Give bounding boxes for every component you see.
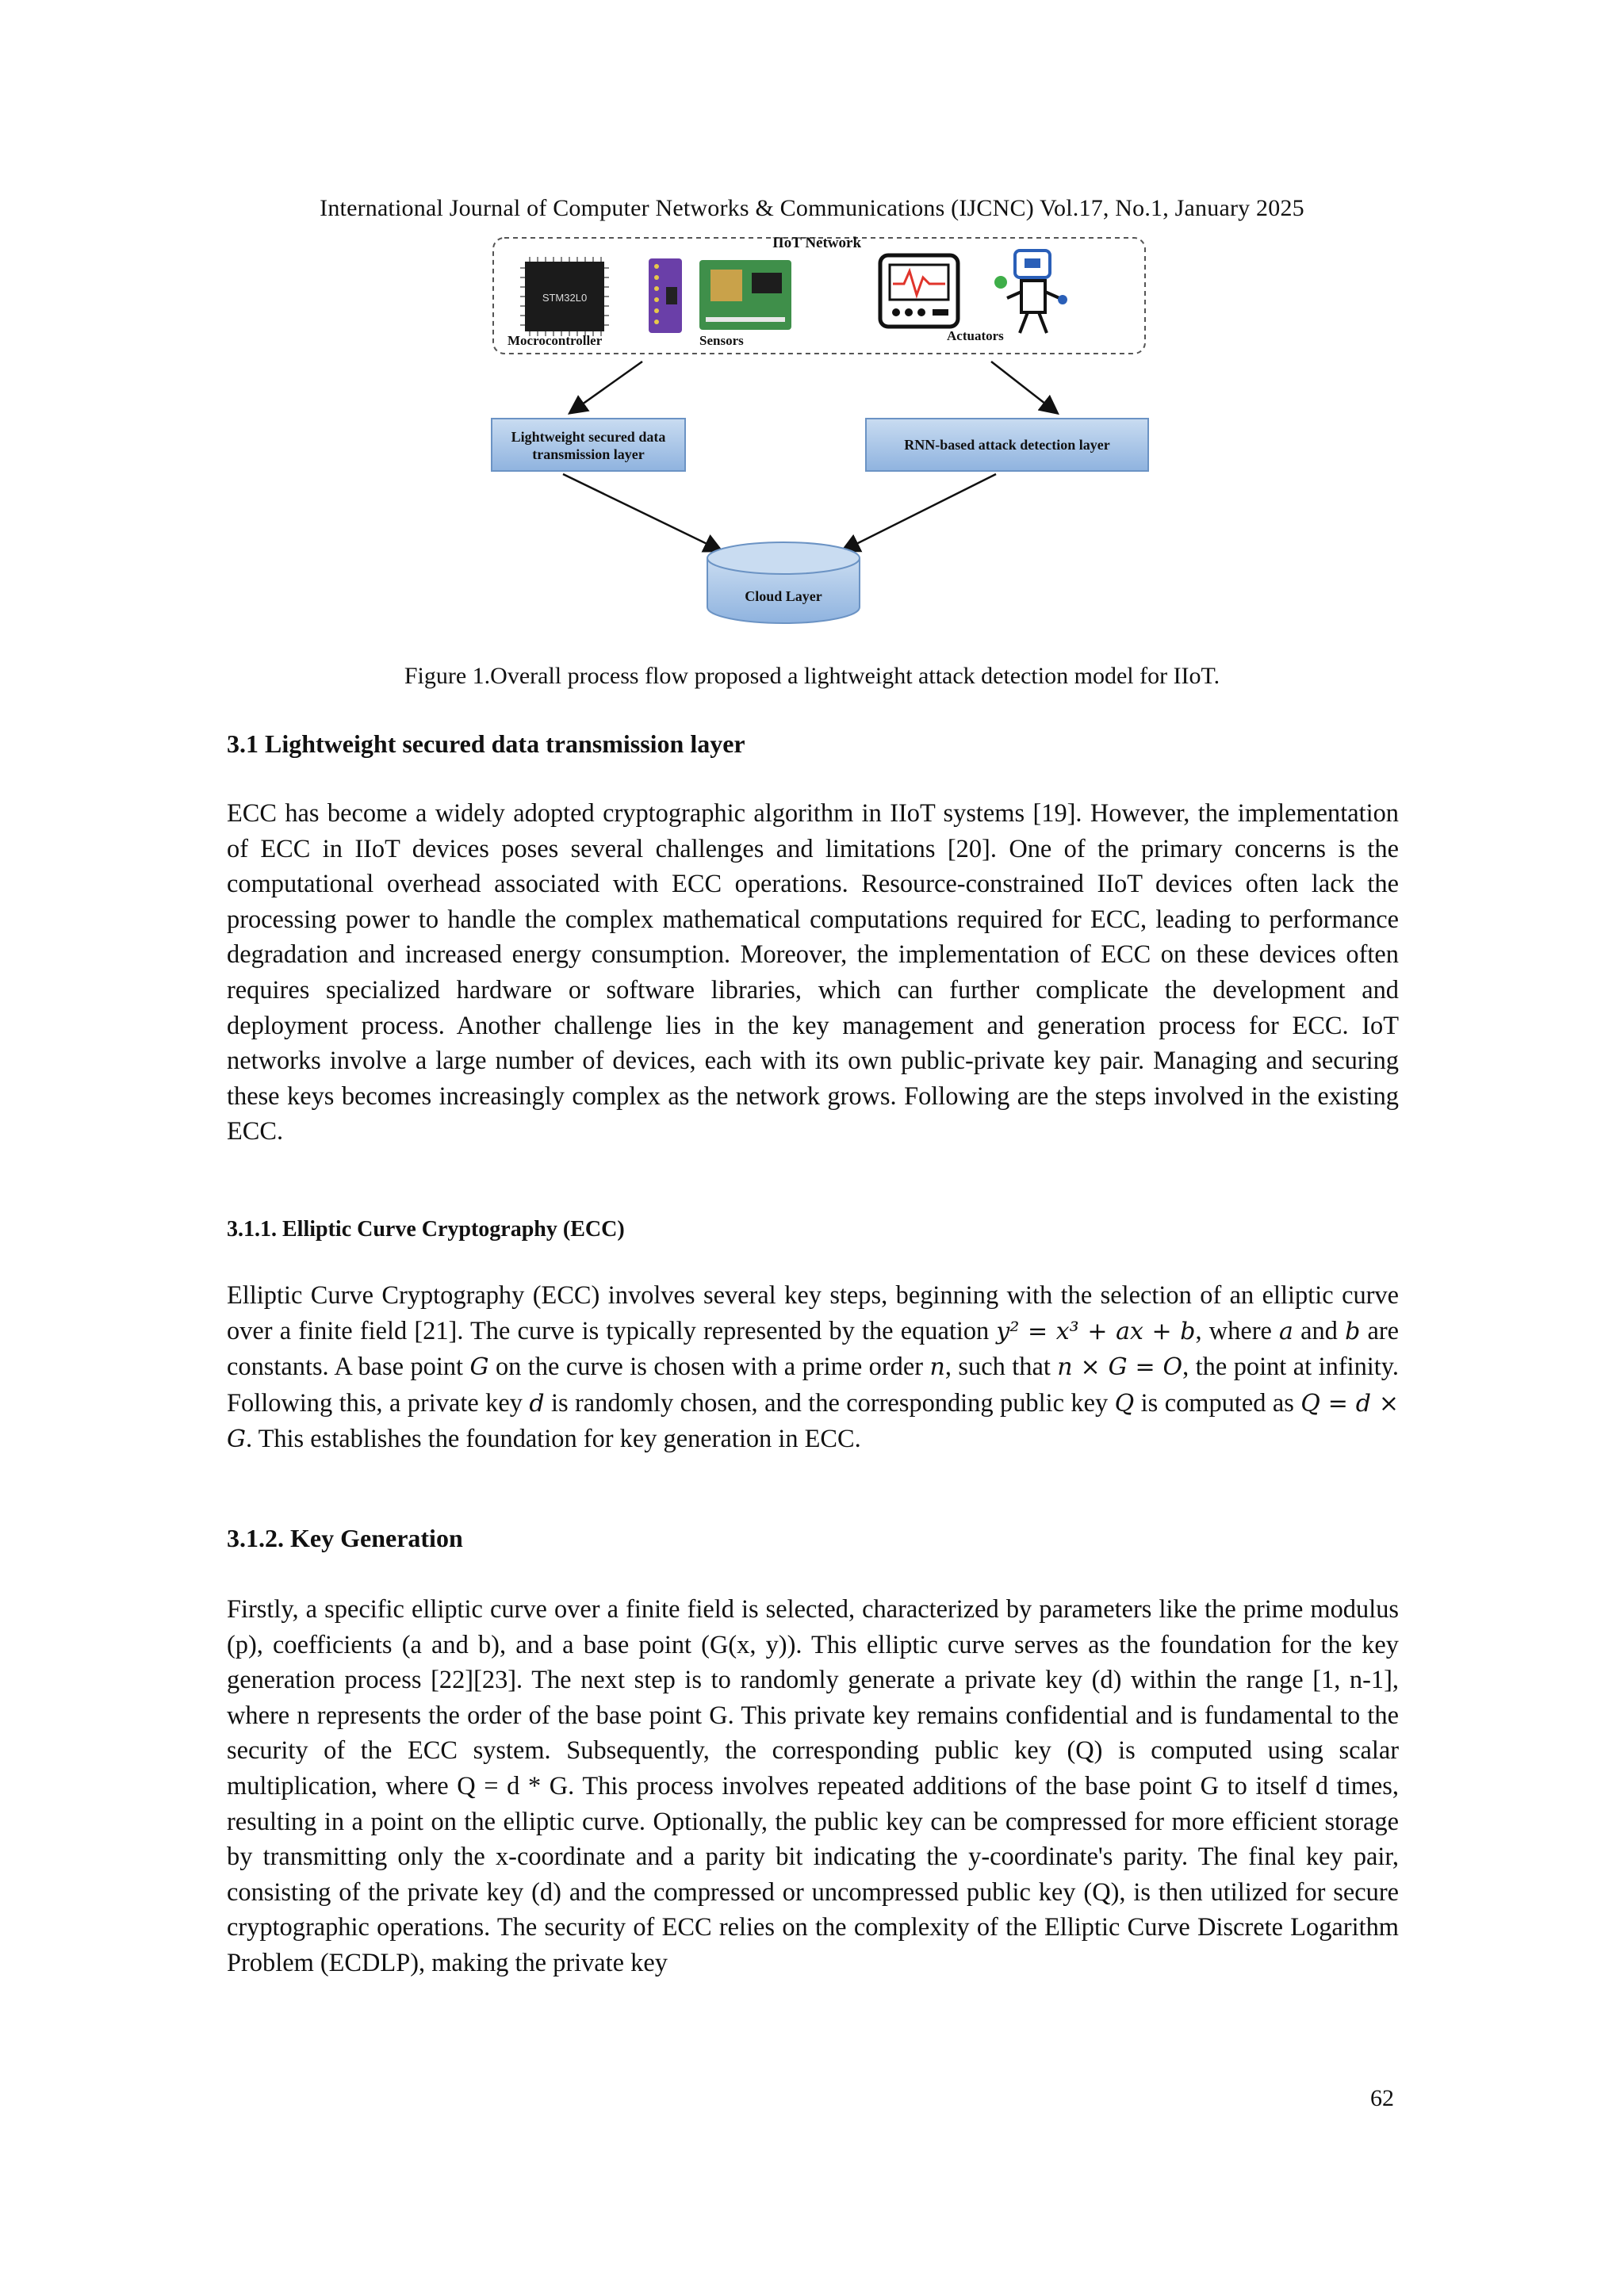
microcontroller-label: Mocrocontroller [508, 333, 603, 348]
right-layer-label: RNN-based attack detection layer [904, 437, 1110, 453]
figure-caption: Figure 1.Overall process flow proposed a lightweight attack detection model for IIoT. [404, 663, 1220, 689]
ecc-text-9: is computed as [1134, 1388, 1301, 1418]
arrow-left-to-cloud [563, 474, 720, 550]
ecc-text-8: is randomly chosen, and the corresponding public key [544, 1388, 1115, 1418]
ecc-curve-equation: y² = x³ + ax + b [996, 1317, 1196, 1345]
subsection-keygen-heading: 3.1.2. Key Generation [227, 1524, 463, 1552]
ecc-text-4: are constants. A base point [227, 1316, 1399, 1382]
arrow-to-right-layer [991, 362, 1056, 412]
ecc-paragraph [227, 1278, 1399, 1458]
var-a: a [1279, 1317, 1293, 1345]
section-paragraph: ECC has become a widely adopted cryptographic algorithm in IIoT systems [19]. However, the implementation of ECC in IIoT devices poses several challenges and limitations [20]. One of the primary concerns is the computational overhead associated with ECC operations. Resource-constrained IIoT devices often lack the processing power to handle the complex mathematical computations required for ECC, leading to performance degradation and increased energy consumption. Moreover, the implementation of ECC on these devices often requires specialized hardware or software libraries, which can further complicate the development and deployment process. Another challenge lies in the key management and generation process for ECC. IoT networks involve a large number of devices, each with its own public-private key pair. Managing and securing these keys becomes increasingly complex as the network grows. Following are the steps involved in the existing ECC. [227, 799, 1399, 1146]
arrow-right-to-cloud [844, 474, 996, 550]
sensors-label: Sensors [699, 333, 744, 348]
var-d: d [529, 1389, 545, 1418]
var-b: b [1345, 1317, 1361, 1345]
keygen-paragraph: Firstly, a specific elliptic curve over a finite field is selected, characterized by parameters like the prime modulus (p), coefficients (a and b), and a base point (G(x, y)). This elliptic curve serves as the foundation for the key generation process [22][23]. The next step is to randomly generate a private key (d) within the range [1, n-1], where n represents the order of the base point G. This private key remains confidential and is fundamental to the security of the ECC system. Subsequently, the corresponding public key (Q) is computed using scalar multiplication, where Q = d * G. This process involves repeated additions of the base point G to itself d times, resulting in a point on the elliptic curve. Optionally, the public key can be compressed for more efficient storage by transmitting only the x-coordinate and a parity bit indicating the y-coordinate's parity. The final key pair, consisting of the private key (d) and the compressed or uncompressed public key (Q), is then utilized for secure cryptographic operations. The security of ECC relies on the complexity of the Elliptic Curve Discrete Logarithm Problem (ECDLP), making the private key [227, 1595, 1399, 1977]
chip-label: STM32L0 [542, 292, 588, 304]
public-key-equation: Q = d × G [227, 1389, 1399, 1454]
left-layer-label-line1: Lightweight secured data [511, 429, 666, 445]
figure-process-flow [484, 235, 1150, 631]
left-layer-label [492, 428, 685, 463]
robot-actuator-icon [994, 251, 1067, 333]
order-equation: n × G = O [1057, 1353, 1183, 1382]
ecc-text-6: , such that [944, 1353, 1058, 1382]
cloud-layer-cylinder [707, 542, 860, 623]
microcontroller-chip-icon [520, 257, 609, 336]
var-Q: Q [1114, 1389, 1135, 1418]
subsection-ecc-heading: 3.1.1. Elliptic Curve Cryptography (ECC) [227, 1217, 625, 1242]
page-number: 62 [1370, 2085, 1394, 2111]
ecc-text-2: , where [1195, 1316, 1280, 1345]
monitor-actuator-icon [880, 255, 958, 327]
actuators-label: Actuators [947, 328, 1004, 343]
cloud-layer-label: Cloud Layer [745, 588, 822, 604]
section-heading: 3.1 Lightweight secured data transmission layer [227, 729, 745, 758]
ecc-text-5: on the curve is chosen with a prime order [488, 1353, 930, 1382]
ecc-text-3: and [1293, 1316, 1346, 1345]
ecc-text-1: Elliptic Curve Cryptography (ECC) involves several key steps, beginning with the selection of an elliptic curve over a finite field [21]. The curve is typically represented by the equation [227, 1281, 1399, 1345]
iiot-network-title: IIoT Network [772, 235, 862, 251]
arrow-to-left-layer [571, 362, 642, 412]
left-layer-label-line2: transmission layer [532, 446, 645, 462]
var-n: n [929, 1353, 945, 1382]
journal-running-header: International Journal of Computer Networks & Communications (IJCNC) Vol.17, No.1, January 2025 [320, 195, 1304, 221]
var-G: G [469, 1353, 489, 1382]
ecc-text-10: . This establishes the foundation for key generation in ECC. [245, 1425, 861, 1454]
sensor-module-small-icon [649, 258, 682, 333]
ecc-text-7: , the point at infinity. Following this, a private key [227, 1353, 1399, 1418]
sensor-board-icon [699, 260, 791, 330]
